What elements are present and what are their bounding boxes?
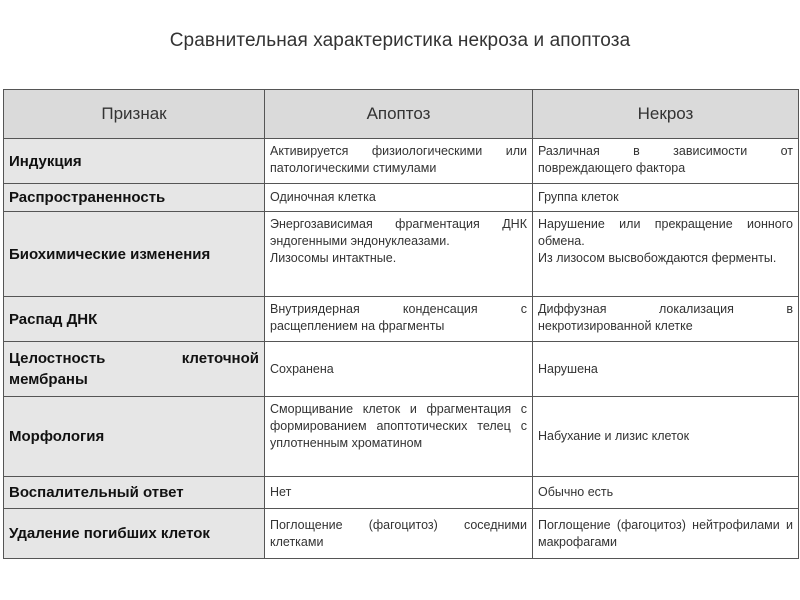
- row-necrosis: Поглощение (фагоцитоз) нейтрофилами и макрофагами: [533, 509, 799, 559]
- row-feature: Биохимические изменения: [4, 212, 265, 297]
- table-row: [4, 342, 799, 397]
- table-row: [4, 509, 799, 559]
- row-necrosis: Различная в зависимости от повреждающего фактора: [533, 139, 799, 184]
- header-feature: Признак: [4, 90, 265, 139]
- row-feature: Индукция: [4, 139, 265, 184]
- row-apoptosis: Сохранена: [265, 342, 533, 397]
- row-necrosis: Нарушение или прекращение ионного обмена. Из лизосом высвобождаются ферменты.: [533, 212, 799, 297]
- row-necrosis: Диффузная локализация в некротизированной клетке: [533, 297, 799, 342]
- row-feature: Удаление погибших клеток: [4, 509, 265, 559]
- table-row: [4, 139, 799, 184]
- table-header-row: [4, 90, 799, 139]
- row-necrosis: Обычно есть: [533, 477, 799, 509]
- table-row: [4, 297, 799, 342]
- row-necrosis: Набухание и лизис клеток: [533, 397, 799, 477]
- table-row: [4, 397, 799, 477]
- row-necrosis: Нарушена: [533, 342, 799, 397]
- row-apoptosis: Поглощение (фагоцитоз) соседними клетками: [265, 509, 533, 559]
- row-apoptosis: Сморщивание клеток и фрагментация с формированием апоптотических телец с уплотненным хроматином: [265, 397, 533, 477]
- row-feature: Целостность клеточной мембраны: [4, 342, 265, 397]
- header-necrosis: Некроз: [533, 90, 799, 139]
- row-feature: Морфология: [4, 397, 265, 477]
- table-row: [4, 212, 799, 297]
- row-necrosis: Группа клеток: [533, 184, 799, 212]
- table-row: [4, 184, 799, 212]
- row-apoptosis: Энергозависимая фрагментация ДНК эндогенными эндонуклеазами. Лизосомы интактные.: [265, 212, 533, 297]
- table-row: [4, 477, 799, 509]
- row-apoptosis: Одиночная клетка: [265, 184, 533, 212]
- row-apoptosis: Внутриядерная конденсация с расщеплением на фрагменты: [265, 297, 533, 342]
- row-feature: Распространенность: [4, 184, 265, 212]
- row-apoptosis: Нет: [265, 477, 533, 509]
- row-feature: Распад ДНК: [4, 297, 265, 342]
- page-title: Сравнительная характеристика некроза и апоптоза: [169, 30, 631, 51]
- comparison-table: [3, 89, 799, 559]
- row-feature: Воспалительный ответ: [4, 477, 265, 509]
- row-apoptosis: Активируется физиологическими или патологическими стимулами: [265, 139, 533, 184]
- header-apoptosis: Апоптоз: [265, 90, 533, 139]
